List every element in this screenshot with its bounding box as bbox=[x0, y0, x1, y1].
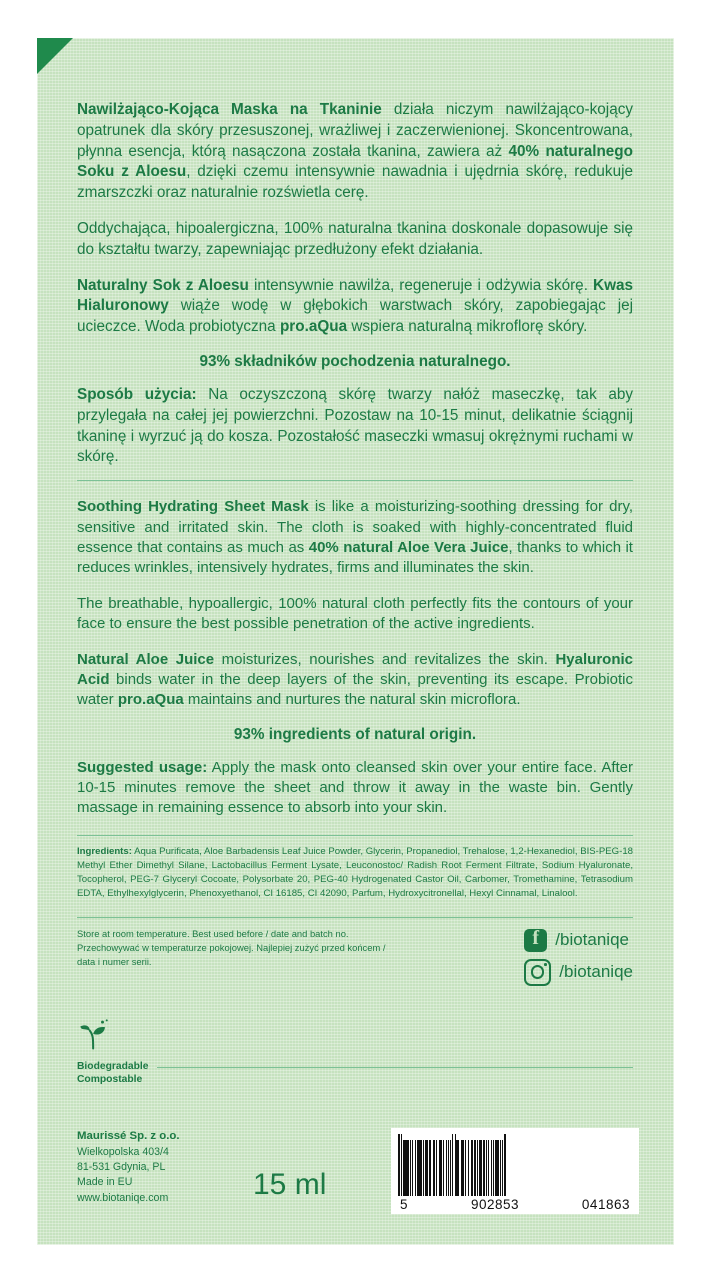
biodegradable-labels bbox=[77, 1060, 149, 1086]
sprout-leaf-icon bbox=[77, 1017, 111, 1051]
biodegradable-block bbox=[77, 1017, 633, 1086]
biodegradable-line-2: Compostable bbox=[77, 1074, 143, 1086]
biodegradable-label-row bbox=[77, 1060, 633, 1086]
barcode-bars bbox=[398, 1134, 632, 1196]
barcode bbox=[391, 1128, 639, 1214]
net-volume: 15 ml bbox=[253, 1168, 327, 1201]
biodegradable-rule bbox=[157, 1067, 633, 1068]
barcode-digit-left: 5 bbox=[400, 1197, 409, 1212]
pl-paragraph-3: Naturalny Sok z Aloesu intensywnie nawilża, regeneruje i odżywia skórę. Kwas Hialuronowy wiąże wodę w głębokich warstwach skóry, zapobiegając jej ucieczce. Woda probiotyczna pro.aQua wspiera naturalną mikroflorę skóry. bbox=[77, 276, 633, 336]
en-usage: Suggested usage: Apply the mask onto cleansed skin over your entire face. After 10-15 minutes remove the sheet and throw it away in the waste bin. Gently massage in remaining essence to absorb into your skin. bbox=[77, 758, 633, 817]
company-address bbox=[77, 1128, 247, 1206]
language-divider bbox=[77, 480, 633, 481]
company-line-1: Wielkopolska 403/4 bbox=[77, 1145, 169, 1158]
company-line-3: Made in EU bbox=[77, 1176, 133, 1189]
storage-line-3: data i numer serii. bbox=[77, 956, 152, 968]
barcode-digits-mid: 902853 bbox=[470, 1197, 519, 1212]
storage-line-2: Przechowywać w temperaturze pokojowej. Najlepiej zużyć przed końcem / bbox=[77, 941, 386, 953]
instagram-icon bbox=[524, 959, 551, 986]
en-paragraph-3: Natural Aloe Juice moisturizes, nourishes and revitalizes the skin. Hyaluronic Acid binds water in the deep layers of the skin, preventing its escape. Probiotic water pro.aQua maintains and nurtures the natural skin microflora. bbox=[77, 650, 633, 709]
corner-tear-notch bbox=[37, 38, 73, 74]
storage-and-social-row bbox=[77, 927, 633, 993]
company-website[interactable]: www.biotaniqe.com bbox=[77, 1191, 169, 1204]
social-item-facebook[interactable] bbox=[524, 926, 633, 952]
instagram-handle: /biotaniqe bbox=[559, 962, 633, 982]
biodegradable-line-1: Biodegradable bbox=[77, 1060, 149, 1072]
footer-row bbox=[77, 1128, 639, 1214]
company-name: Maurissé Sp. z o.o. bbox=[77, 1130, 180, 1142]
pl-natural-claim: 93% składników pochodzenia naturalnego. bbox=[199, 352, 511, 370]
ingredients-divider bbox=[77, 835, 633, 836]
barcode-digits-right: 041863 bbox=[581, 1197, 630, 1212]
sachet-body bbox=[37, 38, 674, 1245]
en-natural-claim: 93% ingredients of natural origin. bbox=[233, 725, 477, 743]
facebook-handle: /biotaniqe bbox=[555, 930, 629, 950]
company-line-2: 81-531 Gdynia, PL bbox=[77, 1160, 166, 1173]
pl-paragraph-2: Oddychająca, hipoalergiczna, 100% naturalna tkanina doskonale dopasowuje się do kształtu twarzy, zapewniając przedłużony efekt działania. bbox=[77, 219, 633, 258]
polish-description-block bbox=[77, 100, 633, 468]
english-description-block bbox=[77, 497, 633, 819]
storage-instructions bbox=[77, 927, 477, 969]
en-paragraph-2: The breathable, hypoallergic, 100% natural cloth perfectly fits the contours of your face to ensure the best possible penetration of the active ingredients. bbox=[77, 594, 633, 633]
storage-divider bbox=[77, 917, 633, 918]
facebook-icon: f bbox=[524, 929, 547, 952]
pl-usage: Sposób użycia: Na oczyszczoną skórę twarzy nałóż maseczkę, tak aby przylegała na całej jej powierzchni. Pozostaw na 10-15 minut, delikatnie ściągnij tkaninę i wyrzuć ją do kosza. Pozostałość maseczki wmasuj okrężnymi ruchami w skórę. bbox=[77, 385, 633, 466]
en-paragraph-1: Soothing Hydrating Sheet Mask is like a moisturizing-soothing dressing for dry, sensitive and irritated skin. The cloth is soaked with highly-concentrated fluid essence that contains as much as 40% natural Aloe Vera Juice, thanks to which it reduces wrinkles, intensively hydrates, firms and illuminates the skin. bbox=[77, 498, 633, 577]
social-handles bbox=[524, 926, 633, 993]
storage-line-1: Store at room temperature. Best used before / date and batch no. bbox=[77, 927, 349, 939]
ingredients-list: Ingredients: Aqua Purificata, Aloe Barbadensis Leaf Juice Powder, Glycerin, Propanediol, Trehalose, 1,2-Hexanediol, BIS-PEG-18 Methyl Ether Dimethyl Silane, Lactobacillus Ferment Lysate, Leuconostoc/ Radish Root Ferment Filtrate, Sodium Hyaluronate, Tocopherol, PEG-7 Glyceryl Cocoate, Polysorbate 20, PEG-40 Hydrogenated Castor Oil, Carbomer, Tromethamine, Tetrasodium EDTA, Ethylhexylglycerin, Phenoxyethanol, CI 16185, CI 42090, Parfum, Hydroxycitronellal, Hexyl Cinnamal, Linalool. bbox=[77, 845, 633, 899]
pl-paragraph-1: Nawilżająco-Kojąca Maska na Tkaninie działa niczym nawilżająco-kojący opatrunek dla skóry przesuszonej, wrażliwej i zaczerwienionej. Skoncentrowana, płynna esencja, którą nasączona została tkanina, zawiera aż 40% naturalnego Soku z Aloesu, dzięki czemu intensywnie nawadnia i ujędrnia skórę, redukuje zmarszczki oraz naturalnie rozświetla cerę. bbox=[77, 101, 633, 202]
barcode-digits bbox=[398, 1196, 632, 1212]
social-item-instagram[interactable] bbox=[524, 959, 633, 986]
label-content bbox=[77, 100, 633, 1086]
